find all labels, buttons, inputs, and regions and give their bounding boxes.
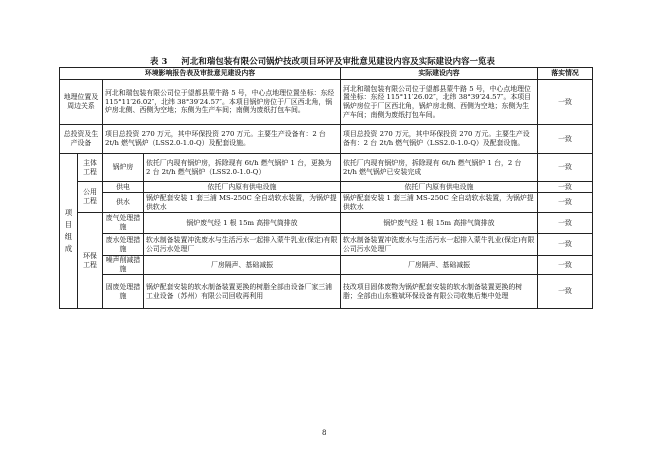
item-cell: 废气处理措施 xyxy=(103,213,144,234)
header-planned: 环境影响报告表及审批意见建设内容 xyxy=(60,68,341,80)
planned-cell: 依托厂内原有供电设施 xyxy=(144,182,341,193)
item-cell: 废水处理措施 xyxy=(103,234,144,256)
composition-label xyxy=(60,154,78,309)
table-number: 表 3 xyxy=(150,56,168,66)
status-cell: 一致 xyxy=(538,125,593,154)
actual-cell: 技改项目固体废物为锅炉配套安装的软水制备装置更换的树脂；全部由山东雅斌环保设备有限公司收集后集中处理 xyxy=(341,275,538,309)
actual-cell: 依托厂内现有锅炉房，拆除现有 6t/h 燃气锅炉 1 台，2 台 2t/h 燃气锅炉已安装完成 xyxy=(341,154,538,182)
table-row xyxy=(60,256,593,275)
table-row xyxy=(60,80,593,125)
page-number: 8 xyxy=(322,429,327,437)
table-row xyxy=(60,154,593,182)
actual-cell: 锅炉废气经 1 根 15m 高排气筒排放 xyxy=(341,213,538,234)
header-actual: 实际建设内容 xyxy=(341,68,538,80)
table-title: 河北和瑞包装有限公司锅炉技改项目环评及审批意见建设内容及实际建设内容一览表 xyxy=(181,56,495,66)
actual-cell: 河北和瑞包装有限公司位于望都县蒙牛路 5 号，中心点地理位置坐标：东经 115°11′26.02″，北纬 38°39′24.57″。本项目锅炉房位于厂区西北角，锅炉房北侧、西侧为空地；东侧为生产车间；南侧为废纸打包车间。 xyxy=(341,80,538,125)
table-row xyxy=(60,182,593,193)
actual-cell: 依托厂内原有供电设施 xyxy=(341,182,538,193)
category-cell: 公用工程 xyxy=(78,182,103,213)
planned-cell: 锅炉配套安装的软水制备装置更换的树脂全部由设备厂家三浦工业设备（苏州）有限公司回收再利用 xyxy=(144,275,341,309)
actual-cell: 项目总投资 270 万元，其中环保投资 270 万元。主要生产设备有：2 台 2t/h 燃气锅炉（LSS2.0-1.0-Q）及配套设施。 xyxy=(341,125,538,154)
item-cell: 锅炉房 xyxy=(103,154,144,182)
planned-cell: 锅炉废气经 1 根 15m 高排气筒排放 xyxy=(144,213,341,234)
category-cell: 环保工程 xyxy=(78,213,103,309)
status-cell: 一致 xyxy=(538,256,593,275)
comparison-table xyxy=(59,67,593,309)
actual-cell: 锅炉配套安装 1 套三浦 MS-250C 全自动软水装置，为锅炉提供软水 xyxy=(341,193,538,213)
status-cell: 一致 xyxy=(538,154,593,182)
actual-cell: 厂房隔声、基础减振 xyxy=(341,256,538,275)
item-cell: 固废处理措施 xyxy=(103,275,144,309)
header-row xyxy=(60,68,593,80)
category-cell: 主体工程 xyxy=(78,154,103,182)
status-cell: 一致 xyxy=(538,193,593,213)
planned-cell: 厂房隔声、基础减振 xyxy=(144,256,341,275)
table-row xyxy=(60,193,593,213)
header-status: 落实情况 xyxy=(538,68,593,80)
table-row xyxy=(60,275,593,309)
status-cell: 一致 xyxy=(538,182,593,193)
item-cell: 供电 xyxy=(103,182,144,193)
table-caption xyxy=(150,55,580,67)
status-cell: 一致 xyxy=(538,275,593,309)
planned-cell: 依托厂内现有锅炉房，拆除现有 6t/h 燃气锅炉 1 台，更换为 2 台 2t/h 燃气锅炉（LSS2.0-1.0-Q） xyxy=(144,154,341,182)
row-label: 地理位置及周边关系 xyxy=(60,80,103,125)
actual-cell: 软水制备装置冲洗废水与生活污水一起排入蒙牛乳业(保定)有限公司污水处理厂 xyxy=(341,234,538,256)
planned-cell: 锅炉配套安装 1 套三浦 MS-250C 全自动软水装置，为锅炉提供软水 xyxy=(144,193,341,213)
table-row xyxy=(60,234,593,256)
planned-cell: 软水制备装置冲洗废水与生活污水一起排入蒙牛乳业(保定)有限公司污水处理厂 xyxy=(144,234,341,256)
status-cell: 一致 xyxy=(538,234,593,256)
status-cell: 一致 xyxy=(538,213,593,234)
planned-cell: 项目总投资 270 万元，其中环保投资 270 万元。主要生产设备有：2 台 2t/h 燃气锅炉（LSS2.0-1.0-Q）及配套设施。 xyxy=(103,125,341,154)
table-row xyxy=(60,125,593,154)
item-cell: 供水 xyxy=(103,193,144,213)
table-row xyxy=(60,213,593,234)
planned-cell: 河北和瑞包装有限公司位于望都县蒙牛路 5 号，中心点地理位置坐标：东经 115°11′26.02″，北纬 38°39′24.57″。本项目锅炉房位于厂区西北角，锅炉房北侧、西侧为空地；东侧为生产车间；南侧为废纸打包车间。 xyxy=(103,80,341,125)
status-cell: 一致 xyxy=(538,80,593,125)
row-label: 总投资及生产设备 xyxy=(60,125,103,154)
composition-label-text: 项目组成 xyxy=(64,208,73,253)
item-cell: 噪声削减措施 xyxy=(103,256,144,275)
